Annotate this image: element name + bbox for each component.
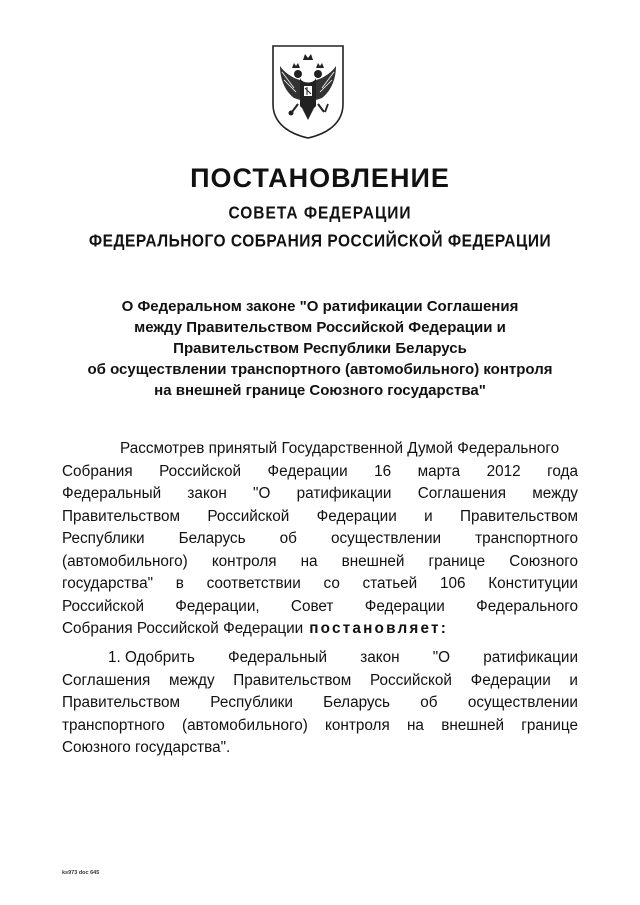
subject-line: О Федеральном законе "О ратификации Соглашения [121,298,519,315]
text-line: Рассмотрев принятый Государственной Думой Федерального [120,440,560,457]
russian-coat-of-arms-icon [270,44,346,140]
text-line: транспортного (автомобильного) контроля на внешней границе [62,716,578,734]
text-line: Правительством Республики Беларусь об осуществлении [62,694,578,711]
text-line: Собрания Российской Федерации 16 марта 2012 года [62,462,578,480]
subject-line: на внешней границе Союзного государства" [154,382,486,399]
text-line: Союзного государства". [62,739,231,756]
document-code: ks973 doc 645 [62,870,100,876]
text-line: Российской Федерации, Совет Федерации Федерального [62,597,578,615]
decision-word: постановляет: [309,620,449,637]
text-line: Соглашения между Правительством Российской Федерации и [62,671,578,689]
preamble-paragraph [62,438,578,641]
text-line: Федеральный закон "О ратификации Соглашения между [62,485,578,502]
subject-line: об осуществлении транспортного (автомобильного) контроля [87,361,553,378]
issuer-line-1: СОВЕТА ФЕДЕРАЦИИ [228,203,412,224]
text-line: Республики Беларусь об осуществлении транспортного [62,530,578,547]
text-line: 1. Одобрить Федеральный закон "О ратификации [108,649,578,666]
subject-line: Правительством Республики Беларусь [173,340,467,357]
text-line: Правительством Российской Федерации и Правительством [62,507,578,525]
text-line: (автомобильного) контроля на внешней границе Союзного [62,552,578,570]
document-title: ПОСТАНОВЛЕНИЕ [190,163,450,193]
text-line: Собрания Российской Федерации постановляет: [62,618,578,641]
text-line: государства" в соответствии со статьей 106 Конституции [62,575,578,592]
subject-line: между Правительством Российской Федерации и [134,319,506,336]
resolution-subject [40,296,600,401]
issuer-line-2: ФЕДЕРАЛЬНОГО СОБРАНИЯ РОССИЙСКОЙ ФЕДЕРАЦИИ [88,231,552,252]
resolution-item-1 [62,647,578,760]
